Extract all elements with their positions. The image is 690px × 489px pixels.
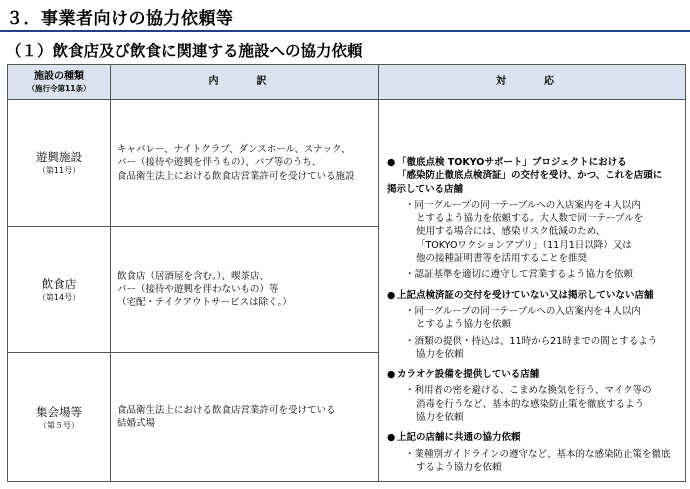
header-measures [379, 65, 686, 100]
facility-details-cell [111, 353, 379, 482]
header-facility-type-label: 施設の種類 [34, 70, 84, 82]
cooperation-request-table [7, 64, 686, 482]
header-facility-type [8, 65, 111, 100]
measure-heading: ● 上記点検済証の交付を受けていない又は掲示していない店舗 [387, 289, 654, 301]
facility-type-cell [8, 226, 111, 353]
page-title: ３．事業者向けの協力依頼等 [6, 9, 234, 29]
measure-item: ・認証基準を適切に遵守して営業するよう協力を依頼 [405, 269, 634, 281]
measure-block [387, 368, 681, 424]
details-line: 結婚式場 [117, 418, 156, 430]
measure-item: ・同一グループの同一テーブルへの入店案内を４人以内 とするよう協力を依頼する。大人数で同一テーブルを 使用する場合には、感染リスク低減のため、 「TOKYOワクションアプリ」（11月1日以降）又は 他の接種証明書等を活用することを推奨 [405, 199, 644, 265]
measures-cell [379, 100, 686, 482]
section-title: （１）飲食店及び飲食に関連する施設への協力依頼 [6, 42, 363, 60]
facility-type-ref: （第14号） [37, 293, 81, 303]
measure-heading: ● 上記の店舗に共通の協力依頼 [387, 432, 521, 444]
header-details [111, 65, 379, 100]
facility-type-name: 遊興施設 [36, 150, 82, 165]
table-row [8, 100, 686, 227]
facility-details-cell [111, 100, 379, 227]
measure-block [387, 156, 681, 282]
header-facility-type-note: （施行令第11条） [27, 83, 91, 93]
details-line: バー（接待や遊興を伴うもの）、パブ等のうち、 [117, 157, 322, 169]
measure-item: ・業種別ガイドラインの遵守など、基本的な感染防止策を徹底 するよう協力を依頼 [405, 448, 671, 473]
measure-item: ・同一グループの同一テーブルへの入店案内を４人以内 とするよう協力を依頼 [405, 305, 641, 331]
measure-block [387, 289, 681, 361]
facility-type-ref: （第11号） [37, 166, 81, 176]
details-line: キャバレー、ナイトクラブ、ダンスホール、スナック、 [117, 143, 351, 155]
measure-item: ・酒類の提供・持込は、11時から21時までの間とするよう 協力を依頼 [405, 335, 658, 360]
bullet-icon: ● [387, 289, 396, 301]
facility-type-name: 飲食店 [41, 276, 77, 291]
bullet-icon: ● [387, 369, 396, 381]
details-line: 飲食店（居酒屋を含む。）、喫茶店、 [117, 270, 270, 282]
facility-type-name: 集会場等 [36, 404, 82, 419]
table-header-row [8, 65, 686, 100]
header-details-label: 内 訳 [208, 76, 281, 87]
facility-details-cell [111, 226, 379, 353]
measure-block [387, 431, 681, 474]
header-measures-label: 対 応 [496, 76, 568, 87]
details-line: 食品衛生法上における飲食店営業許可を受けている [117, 405, 336, 417]
measure-heading: ● 「徹底点検 TOKYOサポート」プロジェクトにおける 「感染防止徹底点検済証」の交付を受け、かつ、これを店頭に 掲示している店舗 [387, 157, 663, 195]
details-line: （宅配・テイクアウトサービスは除く。） [117, 297, 292, 309]
bullet-icon: ● [387, 432, 396, 444]
facility-type-cell [8, 353, 111, 482]
bullet-icon: ● [387, 157, 396, 168]
details-line: バー（接待や遊興を伴わないもの）等 [117, 283, 279, 295]
measure-heading: ● カラオケ設備を提供している店舗 [387, 369, 540, 381]
facility-type-ref: （第５号） [39, 420, 79, 430]
title-divider [0, 30, 690, 32]
facility-type-cell [8, 100, 111, 227]
measure-item: ・利用者の密を避ける、こまめな換気を行う、マイク等の 消毒を行うなど、基本的な感染防止策を徹底するよう 協力を依頼 [405, 385, 652, 424]
details-line: 食品衛生法上における飲食店営業許可を受けている施設 [117, 170, 355, 182]
